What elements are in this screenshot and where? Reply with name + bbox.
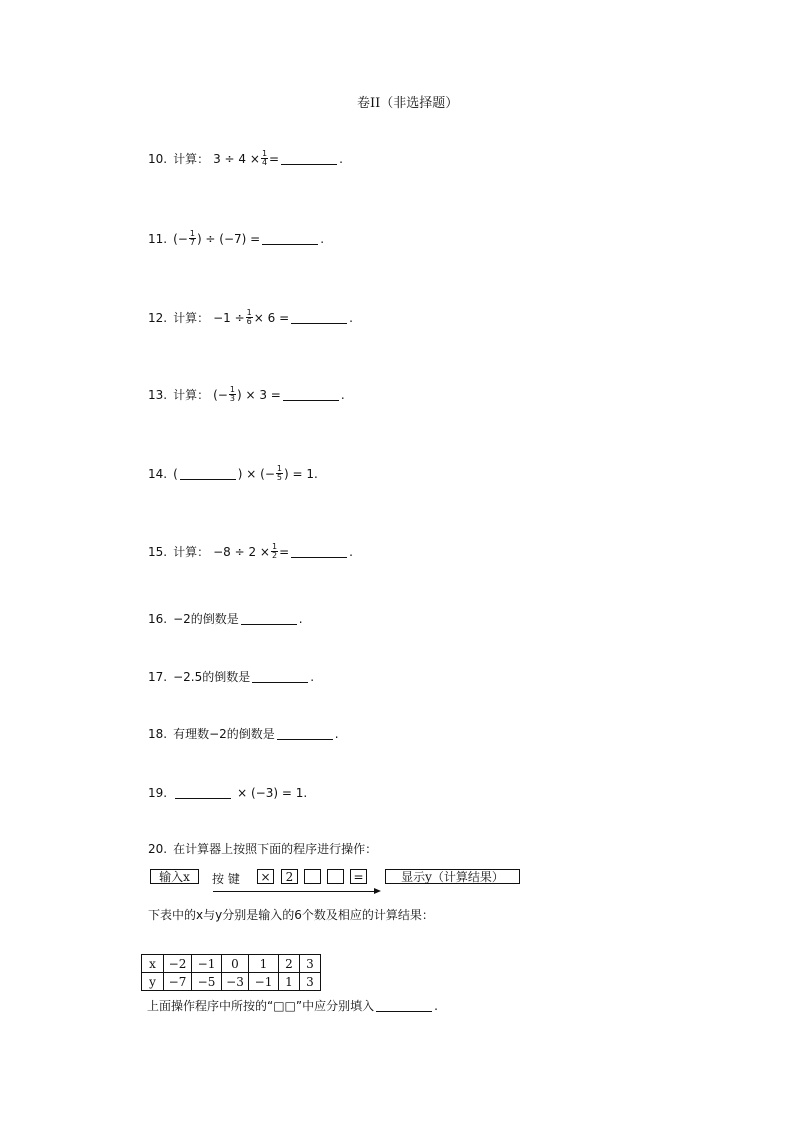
fraction: [189, 230, 196, 247]
question-text: −2.5的倒数是: [173, 670, 251, 684]
table-cell: 0: [222, 955, 249, 973]
expression-part: (−: [173, 231, 188, 246]
expression-part: × 6 =: [253, 310, 290, 325]
question-text: 在计算器上按照下面的程序进行操作：: [173, 842, 378, 856]
key-blank-2[interactable]: [327, 869, 344, 884]
answer-blank[interactable]: [180, 468, 236, 480]
expression-part: ) ÷ (−7) =: [196, 231, 261, 246]
answer-blank[interactable]: [262, 233, 318, 245]
input-x-box: 输入x: [150, 869, 199, 884]
question-number: 14.: [148, 466, 168, 481]
end-mark: .: [313, 466, 318, 481]
table-cell: 1: [279, 973, 300, 991]
table-cell: 1: [249, 955, 279, 973]
question-14: [148, 465, 318, 482]
end-mark: .: [340, 387, 345, 402]
table-intro: 下表中的x与y分别是输入的6个数及相应的计算结果：: [148, 908, 434, 922]
fraction-numerator: 1: [229, 385, 235, 394]
question-13: [148, 386, 345, 403]
row-label-x: x: [142, 955, 164, 973]
question-18: [148, 728, 339, 740]
fraction: [276, 465, 283, 482]
question-number: 12.: [148, 310, 168, 325]
fraction: [229, 386, 236, 403]
end-mark: .: [310, 670, 315, 684]
fraction-numerator: 1: [276, 464, 282, 473]
question-number: 15.: [148, 544, 168, 559]
expression-part: =: [279, 544, 290, 559]
question-17: [148, 671, 314, 683]
answer-blank[interactable]: [175, 787, 231, 799]
fraction-numerator: 1: [261, 149, 268, 158]
question-lead: 计算：: [173, 387, 210, 402]
table-cell: 3: [300, 973, 321, 991]
question-20-ask: [147, 1000, 438, 1012]
question-number: 20.: [148, 842, 168, 856]
xy-table: [141, 954, 321, 991]
question-number: 18.: [148, 727, 168, 741]
table-cell: −3: [222, 973, 249, 991]
key-equals: =: [350, 869, 367, 884]
table-cell: −2: [164, 955, 192, 973]
fraction-numerator: 1: [272, 542, 278, 551]
expression-part: ) × (−: [237, 466, 275, 481]
end-mark: .: [339, 151, 343, 166]
flow-arrow-line: [213, 891, 375, 892]
fraction-numerator: 1: [246, 308, 252, 317]
row-label-y: y: [142, 973, 164, 991]
table-cell: −1: [192, 955, 222, 973]
fraction-denominator: 5: [276, 473, 282, 482]
fraction-numerator: 1: [189, 229, 195, 238]
question-number: 11.: [148, 231, 168, 246]
question-lead: 计算：: [173, 310, 210, 325]
question-16: [148, 613, 303, 625]
question-number: 19.: [148, 786, 168, 800]
table-row: [142, 955, 321, 973]
expression-part: 3 ÷ 4 ×: [213, 151, 260, 166]
question-12: [148, 309, 353, 326]
answer-blank[interactable]: [291, 312, 347, 324]
flow-arrow-head: [374, 888, 381, 894]
end-mark: .: [349, 310, 353, 325]
keys-label: 按 键: [212, 872, 240, 886]
fraction-denominator: 2: [272, 551, 278, 560]
fraction-denominator: 7: [189, 238, 195, 247]
table-cell: 2: [279, 955, 300, 973]
end-mark: .: [298, 612, 303, 626]
answer-blank[interactable]: [376, 1000, 432, 1012]
fraction: [271, 543, 278, 560]
question-19: [148, 787, 307, 799]
table-cell: −7: [164, 973, 192, 991]
question-10: [148, 150, 343, 167]
table-cell: −1: [249, 973, 279, 991]
question-number: 10.: [148, 151, 168, 166]
question-lead: 计算：: [173, 544, 210, 559]
expression-part: (−: [213, 387, 228, 402]
question-text: −2的倒数是: [173, 612, 239, 626]
fraction-denominator: 6: [246, 317, 252, 326]
fraction: [261, 150, 268, 167]
expression-part: =: [269, 151, 280, 166]
question-11: [148, 230, 324, 247]
table-row: [142, 973, 321, 991]
question-number: 13.: [148, 387, 168, 402]
answer-blank[interactable]: [283, 389, 339, 401]
end-mark: .: [320, 231, 325, 246]
end-mark: .: [349, 544, 353, 559]
answer-blank[interactable]: [281, 153, 337, 165]
fraction-denominator: 3: [229, 394, 235, 403]
question-number: 17.: [148, 670, 168, 684]
question-number: 16.: [148, 612, 168, 626]
table-cell: 3: [300, 955, 321, 973]
end-mark: .: [434, 999, 438, 1013]
display-y-box: 显示y（计算结果）: [385, 869, 520, 884]
expression-part: (: [173, 466, 178, 481]
fraction: [246, 309, 253, 326]
key-times: ×: [257, 869, 274, 884]
end-mark: .: [303, 786, 308, 800]
question-15: [148, 543, 353, 560]
expression-part: ) = 1: [283, 466, 314, 481]
expression-part: −1 ÷: [213, 310, 245, 325]
question-text: 有理数−2的倒数是: [173, 727, 275, 741]
section-title: 卷II（非选择题）: [357, 96, 459, 111]
expression-part: × (−3) = 1: [237, 786, 304, 800]
question-lead: 计算：: [173, 151, 210, 166]
answer-blank[interactable]: [252, 671, 308, 683]
answer-blank[interactable]: [241, 613, 297, 625]
question-text: 上面操作程序中所按的“□□”中应分别填入: [147, 999, 375, 1013]
expression-part: −8 ÷ 2 ×: [213, 544, 270, 559]
key-blank-1[interactable]: [304, 869, 321, 884]
end-mark: .: [334, 727, 339, 741]
answer-blank[interactable]: [277, 728, 333, 740]
fraction-denominator: 4: [261, 158, 268, 167]
table-cell: −5: [192, 973, 222, 991]
expression-part: ) × 3 =: [236, 387, 281, 402]
question-20: [148, 843, 377, 855]
answer-blank[interactable]: [291, 546, 347, 558]
key-two: 2: [281, 869, 298, 884]
